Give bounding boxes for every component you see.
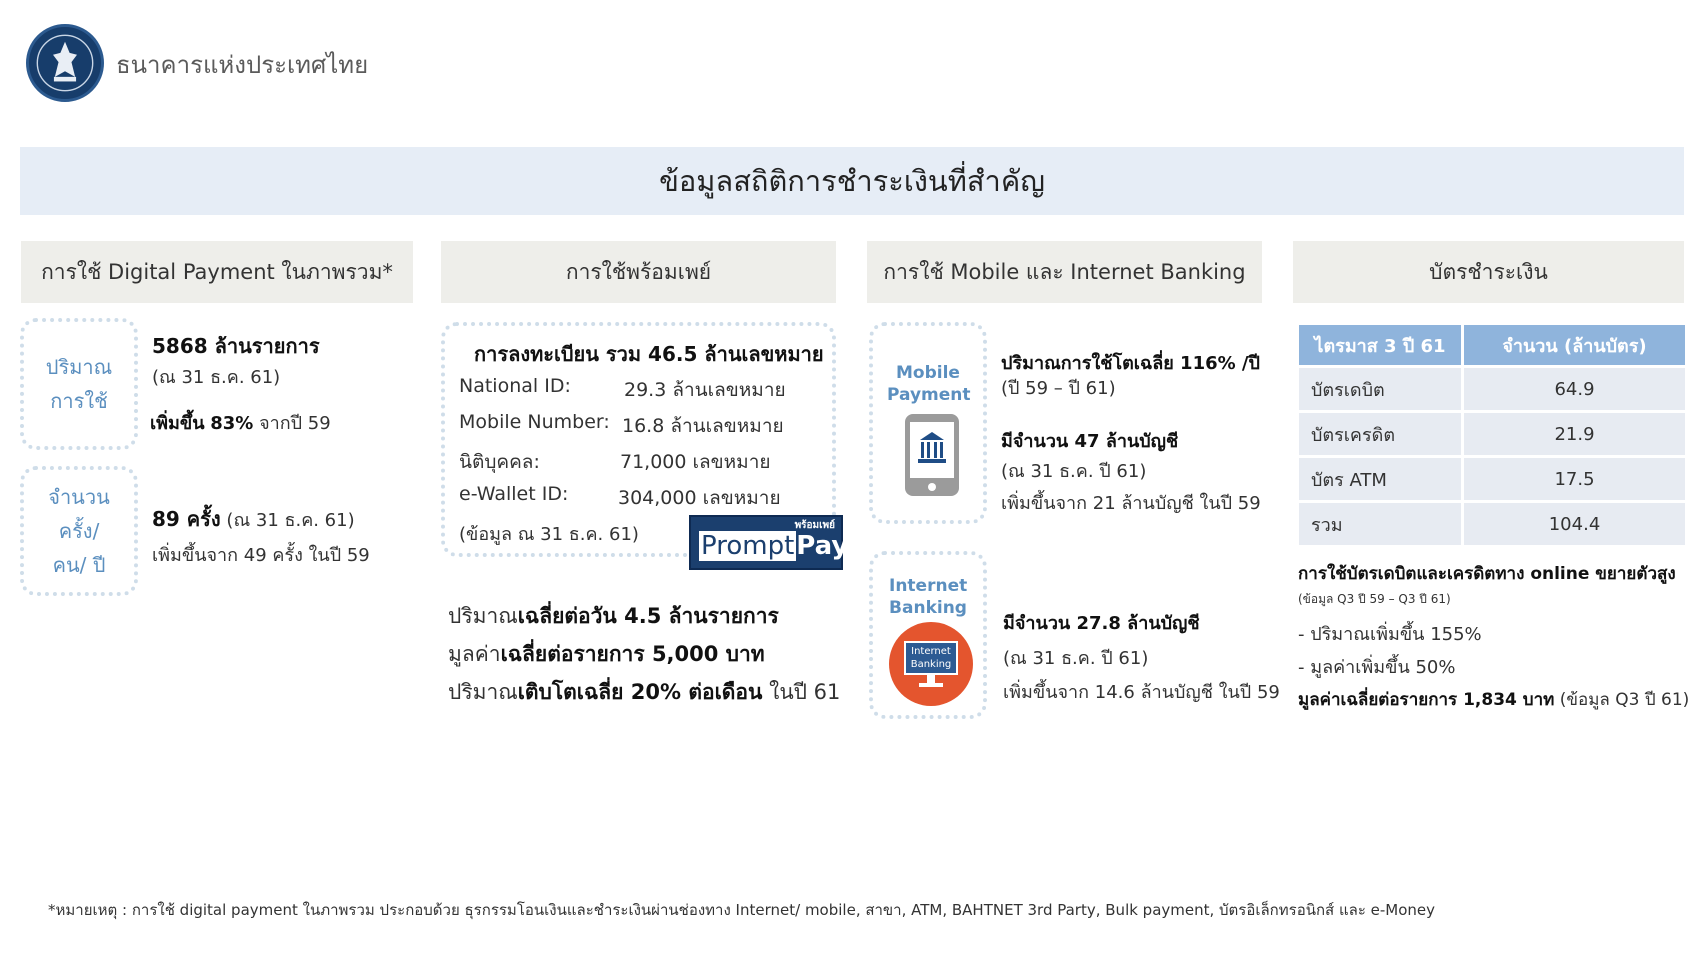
col-heading-digital-payment: การใช้ Digital Payment ในภาพรวม* [21, 241, 413, 303]
volume-label-box [20, 318, 138, 450]
online-note: (ข้อมูล Q3 ปี 59 – Q3 ปี 61) [1298, 592, 1451, 606]
mobile-growth: ปริมาณการใช้โตเฉลี่ย 116% /ปี [1001, 353, 1260, 374]
card-type: รวม [1299, 503, 1461, 545]
promptpay-word-pay: Pay [796, 531, 849, 561]
mobile-accounts: มีจำนวน 47 ล้านบัญชี [1001, 431, 1179, 452]
reg-row-mobile-label: Mobile Number: [459, 411, 610, 433]
avg-value-note: (ข้อมูล Q3 ปี 61) [1559, 690, 1690, 710]
avg-value [1298, 686, 1689, 713]
reg-row-juristic-value: 71,000 เลขหมาย [620, 451, 771, 473]
card-type: บัตรเครดิต [1299, 413, 1461, 455]
line1-bold: เฉลี่ยต่อวัน 4.5 ล้านรายการ [517, 604, 779, 628]
footnote: *หมายเหตุ : การใช้ digital payment ในภาพรวม ประกอบด้วย ธุรกรรมโอนเงินและชำระเงินผ่านช่องทาง Internet/ mobile, สาขา, ATM, BAHTNET 3rd Party, Bulk payment, บัตรอิเล็กทรอนิกส์ และ e-Money [48, 901, 1436, 919]
bank-logo [26, 24, 104, 102]
frequency-label-box [20, 466, 138, 596]
card-count: 21.9 [1464, 413, 1685, 455]
org-name: ธนาคารแห่งประเทศไทย [116, 51, 369, 79]
table-row [1299, 458, 1685, 500]
card-count: 104.4 [1464, 503, 1685, 545]
col-heading-mobile-internet: การใช้ Mobile และ Internet Banking [867, 241, 1262, 303]
stat-volume: 5868 ล้านรายการ [152, 334, 320, 358]
monitor-screen: Internet Banking [904, 641, 958, 675]
promptpay-stat-value [448, 638, 765, 671]
reg-row-juristic-label: นิติบุคคล: [459, 451, 540, 473]
col-heading-cards: บัตรชำระเงิน [1293, 241, 1684, 303]
registration-note: (ข้อมูล ณ 31 ธ.ค. 61) [459, 524, 639, 545]
garuda-emblem-icon [29, 27, 101, 99]
page-title: ข้อมูลสถิติการชำระเงินที่สำคัญ [20, 147, 1684, 215]
col-heading-promptpay: การใช้พร้อมเพย์ [441, 241, 836, 303]
volume-label: ปริมาณ การใช้ [45, 355, 113, 413]
table-row [1299, 413, 1685, 455]
reg-row-national-id-value: 29.3 ล้านเลขหมาย [624, 379, 786, 401]
frequency-value: 89 ครั้ง [152, 507, 221, 531]
mobile-increase: เพิ่มขึ้นจาก 21 ล้านบัญชี ในปี 59 [1001, 493, 1261, 514]
line2-prefix: มูลค่า [448, 642, 501, 666]
promptpay-stat-growth [448, 676, 840, 709]
line1-prefix: ปริมาณ [448, 604, 518, 628]
avg-value-bold: มูลค่าเฉลี่ยต่อรายการ 1,834 บาท [1298, 690, 1555, 710]
cards-col-count: จำนวน (ล้านบัตร) [1464, 325, 1685, 365]
reg-row-ewallet-value: 304,000 เลขหมาย [618, 487, 781, 509]
cards-col-quarter: ไตรมาส 3 ปี 61 [1299, 325, 1461, 365]
line2-bold: เฉลี่ยต่อรายการ 5,000 บาท [500, 642, 765, 666]
mobile-date: (ณ 31 ธ.ค. ปี 61) [1001, 461, 1147, 482]
line3-suffix: ในปี 61 [769, 680, 841, 704]
table-row [1299, 503, 1685, 545]
promptpay-word-prompt: Prompt [701, 531, 795, 561]
promptpay-stat-daily [448, 600, 779, 633]
ib-date: (ณ 31 ธ.ค. ปี 61) [1003, 648, 1149, 669]
mobile-payment-label: Mobile Payment [887, 363, 971, 405]
internet-banking-box [869, 551, 987, 719]
mobile-period: (ปี 59 – ปี 61) [1001, 378, 1116, 399]
mobile-bank-icon [903, 412, 961, 498]
card-count: 64.9 [1464, 368, 1685, 410]
table-row [1299, 368, 1685, 410]
card-type: บัตรเดบิต [1299, 368, 1461, 410]
frequency-date: (ณ 31 ธ.ค. 61) [226, 510, 355, 531]
stat-volume-growth [150, 408, 331, 437]
promptpay-thai-text: พร้อมเพย์ [794, 520, 835, 531]
growth-prefix: เพิ่มขึ้น [150, 413, 205, 434]
card-count: 17.5 [1464, 458, 1685, 500]
ib-increase: เพิ่มขึ้นจาก 14.6 ล้านบัญชี ในปี 59 [1003, 682, 1280, 703]
promptpay-wordmark [699, 531, 848, 561]
stat-frequency [152, 503, 355, 535]
frequency-label: จำนวน ครั้ง/ คน/ ปี [48, 485, 110, 577]
mobile-payment-box [869, 322, 987, 524]
stat-volume-date: (ณ 31 ธ.ค. 61) [152, 367, 281, 388]
reg-row-national-id-label: National ID: [459, 375, 571, 397]
growth-suffix: จากปี 59 [259, 413, 331, 434]
promptpay-logo [689, 515, 849, 570]
registration-title: การลงทะเบียน รวม 46.5 ล้านเลขหมาย [474, 342, 824, 366]
internet-banking-icon [889, 622, 973, 706]
growth-value: 83% [210, 413, 254, 434]
internet-banking-label: Internet Banking [889, 576, 968, 618]
ib-accounts: มีจำนวน 27.8 ล้านบัญชี [1003, 613, 1200, 634]
reg-row-mobile-value: 16.8 ล้านเลขหมาย [622, 415, 784, 437]
reg-row-ewallet-label: e-Wallet ID: [459, 483, 569, 505]
card-type: บัตร ATM [1299, 458, 1461, 500]
online-volume: - ปริมาณเพิ่มขึ้น 155% [1298, 624, 1482, 645]
stat-frequency-growth: เพิ่มขึ้นจาก 49 ครั้ง ในปี 59 [152, 545, 370, 566]
online-value: - มูลค่าเพิ่มขึ้น 50% [1298, 657, 1456, 678]
line3-bold: เติบโตเฉลี่ย 20% ต่อเดือน [517, 680, 763, 704]
line3-prefix: ปริมาณ [448, 680, 518, 704]
cards-table [1296, 322, 1688, 548]
online-title: การใช้บัตรเดบิตและเครดิตทาง online ขยายตัวสูง [1298, 564, 1676, 584]
